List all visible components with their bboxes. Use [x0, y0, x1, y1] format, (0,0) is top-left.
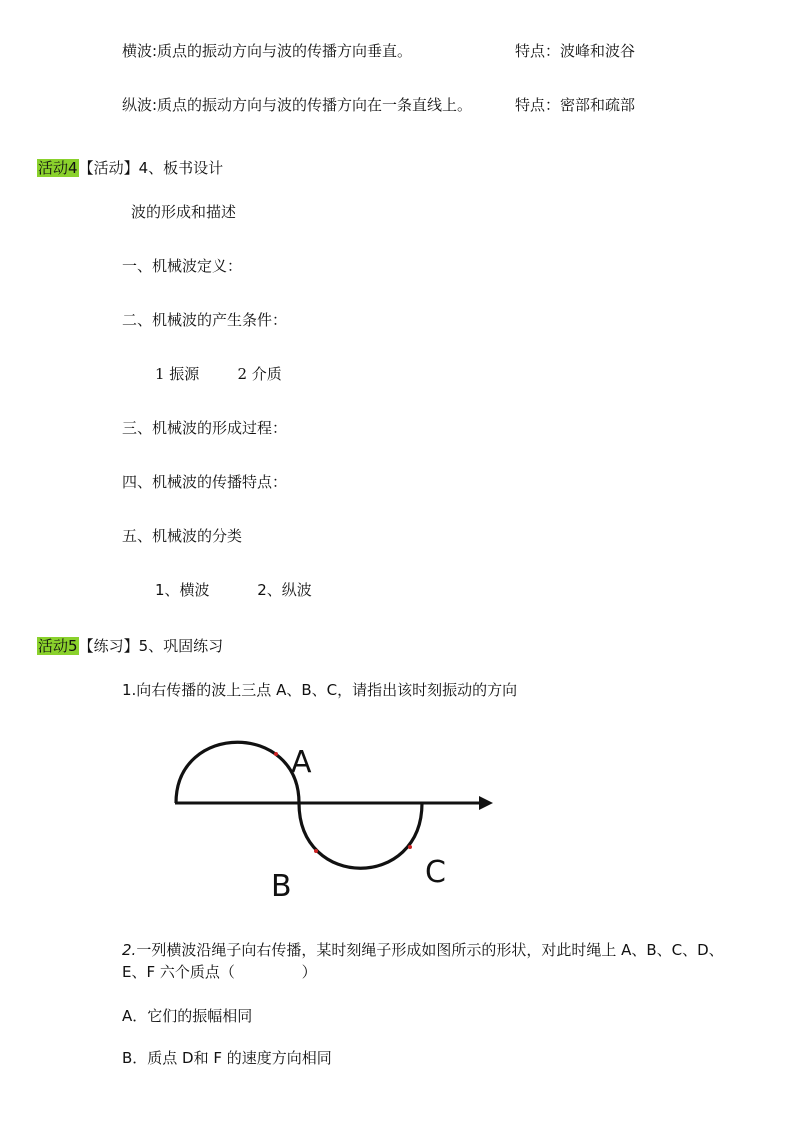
- label-c: C: [425, 855, 446, 890]
- wave-diagram: [165, 730, 505, 905]
- activity5-heading: [37, 636, 223, 656]
- board-item-classification: 五、机械波的分类: [122, 527, 243, 545]
- board-heading: 波的形成和描述: [131, 203, 237, 221]
- label-b: B: [271, 869, 292, 904]
- point-a-marker: [274, 752, 278, 756]
- arrow-head-icon: [479, 796, 493, 810]
- board-item-definition: 一、机械波定义：: [122, 257, 243, 275]
- activity5-tag: 活动5: [38, 637, 78, 655]
- activity4-tag: 活动4: [38, 159, 78, 177]
- longitudinal-feature: 特点：密部和疏部: [515, 96, 636, 114]
- board-item-features: 四、机械波的传播特点：: [122, 473, 288, 491]
- question-2: [122, 940, 724, 960]
- question-2-continued: E、F 六个质点（ ）: [122, 963, 317, 981]
- activity4-heading: [37, 158, 223, 178]
- board-item-condition-list: 1 振源 2 介质: [155, 365, 282, 383]
- point-c-marker: [408, 845, 412, 849]
- transverse-feature: 特点：波峰和波谷: [515, 42, 636, 60]
- activity5-title: 【练习】5、巩固练习: [78, 637, 224, 655]
- label-a: A: [291, 745, 312, 780]
- board-item-conditions: 二、机械波的产生条件：: [122, 311, 288, 329]
- board-item-class-list: 1、横波 2、纵波: [155, 581, 312, 599]
- option-a: A．它们的振幅相同: [122, 1007, 253, 1025]
- transverse-definition: 横波:质点的振动方向与波的传播方向垂直。: [122, 42, 413, 60]
- longitudinal-definition: 纵波:质点的振动方向与波的传播方向在一条直线上。: [122, 96, 473, 114]
- point-b-marker: [314, 849, 318, 853]
- activity4-title: 【活动】4、板书设计: [78, 159, 224, 177]
- wave-figure: [165, 730, 505, 905]
- option-b: B．质点 D和 F 的速度方向相同: [122, 1049, 332, 1067]
- question-2-number: 2.: [122, 941, 137, 959]
- question-1: 1.向右传播的波上三点 A、B、C，请指出该时刻振动的方向: [122, 681, 518, 699]
- board-item-process: 三、机械波的形成过程：: [122, 419, 288, 437]
- question-2-text: 一列横波沿绳子向右传播，某时刻绳子形成如图所示的形状，对此时绳上 A、B、C、D、: [136, 941, 724, 959]
